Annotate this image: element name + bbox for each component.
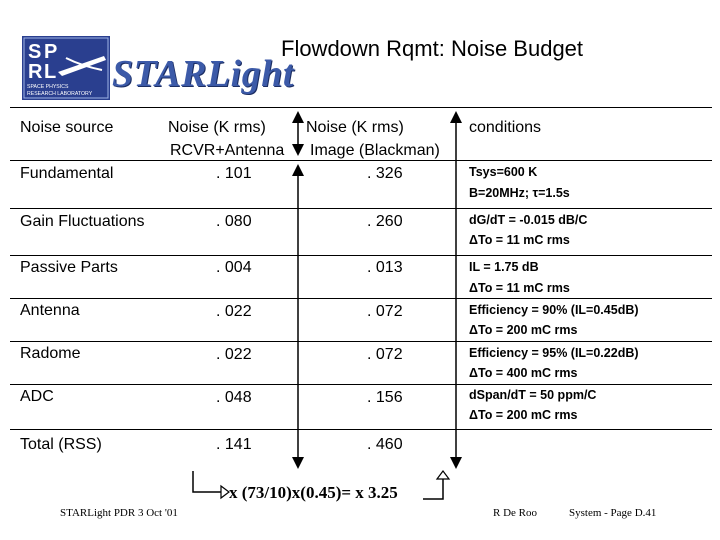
header-image-line2: Image (Blackman) — [310, 142, 440, 159]
condition-line: Tsys=600 K — [469, 165, 538, 179]
row-image-value: . 156 — [367, 389, 403, 406]
logo-caption: SPACE PHYSICS — [27, 84, 69, 90]
left-bend-arrow — [193, 471, 221, 492]
row-source: Antenna — [20, 302, 80, 319]
row-image-value: . 460 — [367, 436, 403, 453]
left-bend-arrowhead — [221, 486, 229, 498]
logo-letter: L — [44, 61, 57, 83]
starlight-brand: STARLight — [112, 53, 294, 95]
condition-line: ΔTo = 400 mC rms — [469, 366, 578, 380]
condition-line: B=20MHz; τ=1.5s — [469, 186, 570, 200]
condition-line: ΔTo = 11 mC rms — [469, 281, 570, 295]
scaling-equation: x (73/10)x(0.45)= x 3.25 — [229, 483, 398, 502]
condition-line: dSpan/dT = 50 ppm/C — [469, 388, 597, 402]
row-image-value: . 013 — [367, 259, 403, 276]
footer-author: R De Roo — [493, 507, 537, 519]
row-rcvr-value: . 101 — [216, 165, 252, 182]
page-title: Flowdown Rqmt: Noise Budget — [281, 36, 584, 61]
logo-letter: R — [28, 61, 43, 83]
header-image-line1: Noise (K rms) — [306, 119, 404, 136]
right-bend-arrowhead — [437, 471, 449, 479]
row-rcvr-value: . 004 — [216, 259, 252, 276]
footer-page-number: System - Page D.41 — [569, 507, 657, 519]
row-source: Gain Fluctuations — [20, 213, 145, 230]
condition-line: Efficiency = 95% (IL=0.22dB) — [469, 346, 639, 360]
row-rcvr-value: . 141 — [216, 436, 252, 453]
row-image-value: . 072 — [367, 303, 403, 320]
condition-line: dG/dT = -0.015 dB/C — [469, 213, 588, 227]
row-source: Passive Parts — [20, 259, 118, 276]
row-image-value: . 072 — [367, 346, 403, 363]
row-source: Fundamental — [20, 165, 114, 182]
condition-line: ΔTo = 11 mC rms — [469, 233, 570, 247]
row-rcvr-value: . 048 — [216, 389, 252, 406]
logo-letter: P — [44, 41, 58, 63]
row-rcvr-value: . 080 — [216, 213, 252, 230]
header-rcvr-line1: Noise (K rms) — [168, 119, 266, 136]
row-image-value: . 260 — [367, 213, 403, 230]
row-source: ADC — [20, 388, 54, 405]
logo-caption: RESEARCH LABORATORY — [27, 91, 93, 97]
right-bend-arrow — [423, 479, 443, 499]
row-source: Radome — [20, 345, 81, 362]
row-rcvr-value: . 022 — [216, 303, 252, 320]
row-image-value: . 326 — [367, 165, 403, 182]
header-noise-source: Noise source — [20, 119, 114, 136]
condition-line: Efficiency = 90% (IL=0.45dB) — [469, 303, 639, 317]
logo-letter: S — [28, 41, 42, 63]
header-conditions: conditions — [469, 119, 542, 136]
condition-line: IL = 1.75 dB — [469, 260, 539, 274]
row-rcvr-value: . 022 — [216, 346, 252, 363]
row-source: Total (RSS) — [20, 436, 102, 453]
footer-presentation: STARLight PDR 3 Oct '01 — [60, 507, 178, 519]
condition-line: ΔTo = 200 mC rms — [469, 323, 578, 337]
condition-line: ΔTo = 200 mC rms — [469, 408, 578, 422]
header-rcvr-line2: RCVR+Antenna — [170, 142, 285, 159]
